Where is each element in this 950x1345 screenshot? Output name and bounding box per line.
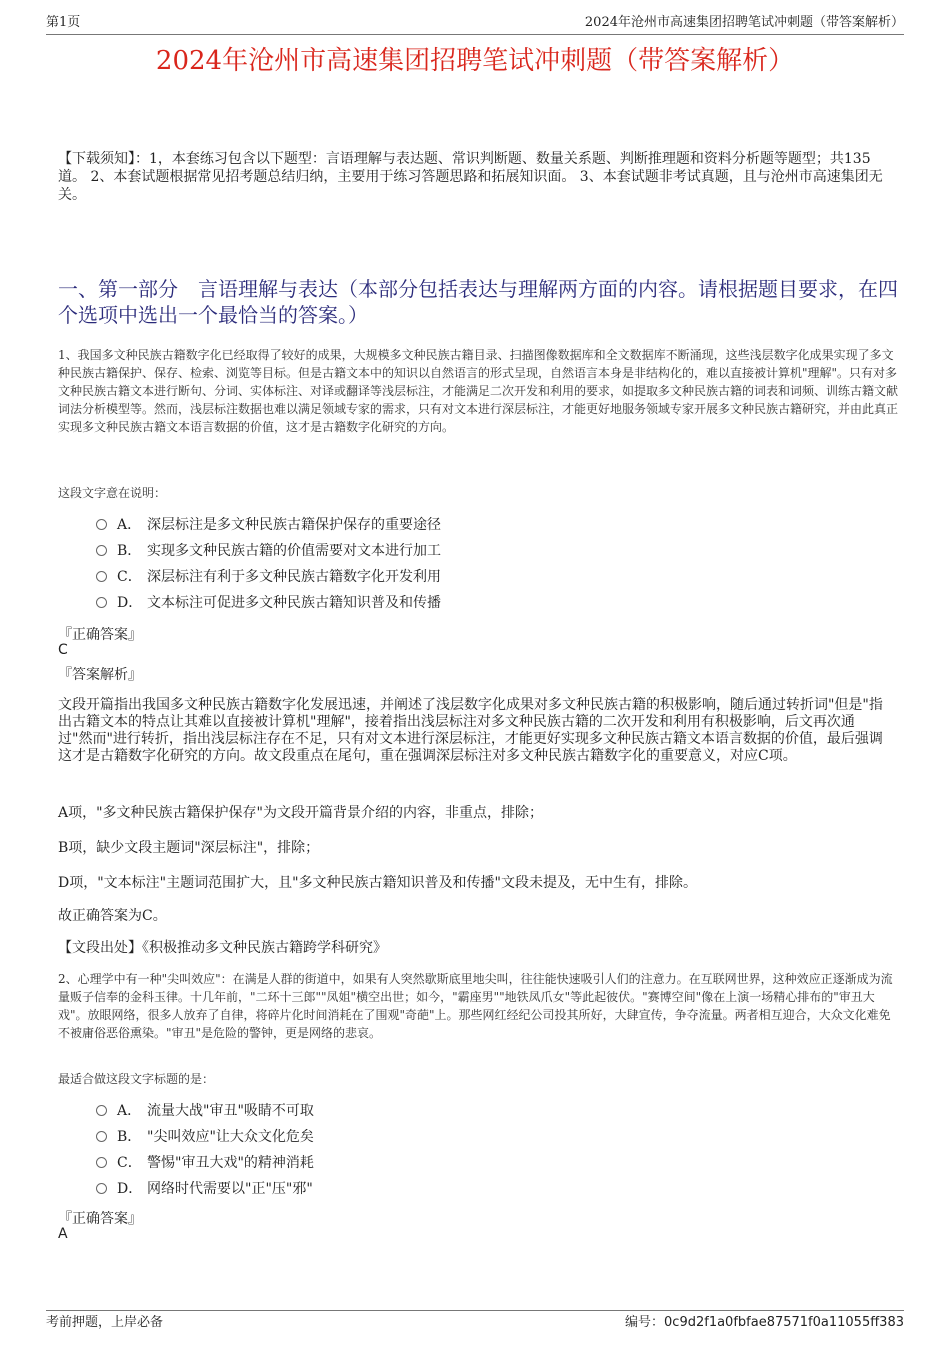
section-title: 一、第一部分 言语理解与表达（本部分包括表达与理解两方面的内容。请根据题目要求，在四个选项中选出一个最恰当的答案。） — [58, 277, 898, 327]
question-1-options — [96, 512, 441, 616]
analysis-conclusion: 故正确答案为C。 — [58, 908, 167, 924]
radio-icon[interactable] — [96, 571, 107, 582]
radio-icon[interactable] — [96, 597, 107, 608]
radio-icon[interactable] — [96, 1157, 107, 1168]
page-header — [46, 14, 904, 35]
radio-icon[interactable] — [96, 1105, 107, 1116]
option-c[interactable]: C． 警惕"审丑大戏"的精神消耗 — [96, 1150, 314, 1176]
option-b[interactable]: B． "尖叫效应"让大众文化危矣 — [96, 1124, 314, 1150]
analysis-option-d: D项，"文本标注"主题词范围扩大，且"多文种民族古籍知识普及和传播"文段未提及，无中生有，排除。 — [58, 875, 697, 891]
option-a[interactable]: A． 深层标注是多文种民族古籍保护保存的重要途径 — [96, 512, 441, 538]
page-title: 2024年沧州市高速集团招聘笔试冲刺题（带答案解析） — [155, 46, 795, 76]
option-c[interactable]: C． 深层标注有利于多文种民族古籍数字化开发利用 — [96, 564, 441, 590]
option-b[interactable]: B． 实现多文种民族古籍的价值需要对文本进行加工 — [96, 538, 441, 564]
analysis-text: 文段开篇指出我国多文种民族古籍数字化发展迅速，并阐述了浅层数字化成果对多文种民族古籍的积极影响，随后通过转折词"但是"指出古籍文本的特点让其难以直接被计算机"理解"，接着指出浅层标注对多文种民族古籍的二次开发和利用有积极影响，后文再次通过"然而"进行转折，指出浅层标注存在不足，只有对文本进行深层标注，才能更好实现多文种民族古籍文本语言数据的价值，最后强调这才是古籍数字化研究的方向。故文段重点在尾句，重在强调深层标注对多文种民族古籍数字化的重要意义，对应C项。 — [58, 697, 883, 764]
answer-label: 『正确答案』 — [58, 627, 142, 643]
radio-icon[interactable] — [96, 1131, 107, 1142]
text-source: 【文段出处】《积极推动多文种民族古籍跨学科研究》 — [58, 940, 387, 956]
option-d[interactable]: D． 网络时代需要以"正"压"邪" — [96, 1176, 314, 1202]
option-a[interactable]: A． 流量大战"审丑"吸睛不可取 — [96, 1098, 314, 1124]
answer-value: C — [58, 642, 68, 658]
footer-slogan: 考前押题，上岸必备 — [46, 1315, 164, 1330]
question-2-stem: 2、心理学中有一种"尖叫效应"：在满是人群的街道中，如果有人突然歇斯底里地尖叫，往往能快速吸引人们的注意力。在互联网世界，这种效应正逐渐成为流量贩子信奉的金科玉律。十几年前，"二环十三郎""凤姐"横空出世；如今，"霸座男""地铁凤爪女"等此起彼伏。"赛博空间"像在上演一场精心排布的"审丑大戏"。放眼网络，很多人放弃了自律，将碎片化时间消耗在了围观"奇葩"上。那些网红经纪公司投其所好，大肆宣传，争夺流量。两者相互迎合，大众文化难免不被庸俗恶俗熏染。"审丑"是危险的警钟，更是网络的悲哀。 — [58, 972, 893, 1040]
header-doc-title: 2024年沧州市高速集团招聘笔试冲刺题（带答案解析） — [584, 15, 904, 30]
question-1-stem: 1、我国多文种民族古籍数字化已经取得了较好的成果，大规模多文种民族古籍目录、扫描图像数据库和全文数据库不断涌现，这些浅层数字化成果实现了多文种民族古籍保护、保存、检索、浏览等目标。但是古籍文本中的知识以自然语言的形式呈现，自然语言本身是非结构化的，难以直接被计算机"理解"。只有对多文种民族古籍文本进行断句、分词、实体标注、对译或翻译等浅层标注，才能满足二次开发和利用的要求，如提取多文种民族古籍的词表和词频、训练古籍文献词法分析模型等。然而，浅层标注数据也难以满足领域专家的需求，只有对文本进行深层标注，才能更好地服务领域专家开展多文种民族古籍研究，并由此真正实现多文种民族古籍文本语言数据的价值，这才是古籍数字化研究的方向。 — [58, 348, 899, 434]
question-2-prompt: 最适合做这段文字标题的是： — [58, 1072, 215, 1086]
answer-label: 『正确答案』 — [58, 1211, 142, 1227]
question-1-prompt: 这段文字意在说明： — [58, 486, 167, 500]
page-footer — [46, 1310, 904, 1330]
footer-code: 编号：0c9d2f1a0fbfae87571f0a11055ff383 — [625, 1315, 904, 1330]
radio-icon[interactable] — [96, 545, 107, 556]
analysis-option-a: A项，"多文种民族古籍保护保存"为文段开篇背景介绍的内容，非重点，排除； — [58, 805, 543, 821]
option-d[interactable]: D． 文本标注可促进多文种民族古籍知识普及和传播 — [96, 590, 441, 616]
radio-icon[interactable] — [96, 1183, 107, 1194]
analysis-label: 『答案解析』 — [58, 667, 142, 683]
answer-value: A — [58, 1226, 68, 1242]
page-number: 第1页 — [46, 15, 81, 30]
analysis-option-b: B项，缺少文段主题词"深层标注"，排除； — [58, 840, 320, 856]
radio-icon[interactable] — [96, 519, 107, 530]
download-notice: 【下载须知】：1，本套练习包含以下题型：言语理解与表达题、常识判断题、数量关系题、判断推理题和资料分析题等题型；共135道。 2、本套试题根据常见招考题总结归纳，主要用于练习答题思路和拓展知识面。 3、本套试题非考试真题，且与沧州市高速集团无关。 — [58, 151, 883, 203]
question-2-options — [96, 1098, 314, 1202]
